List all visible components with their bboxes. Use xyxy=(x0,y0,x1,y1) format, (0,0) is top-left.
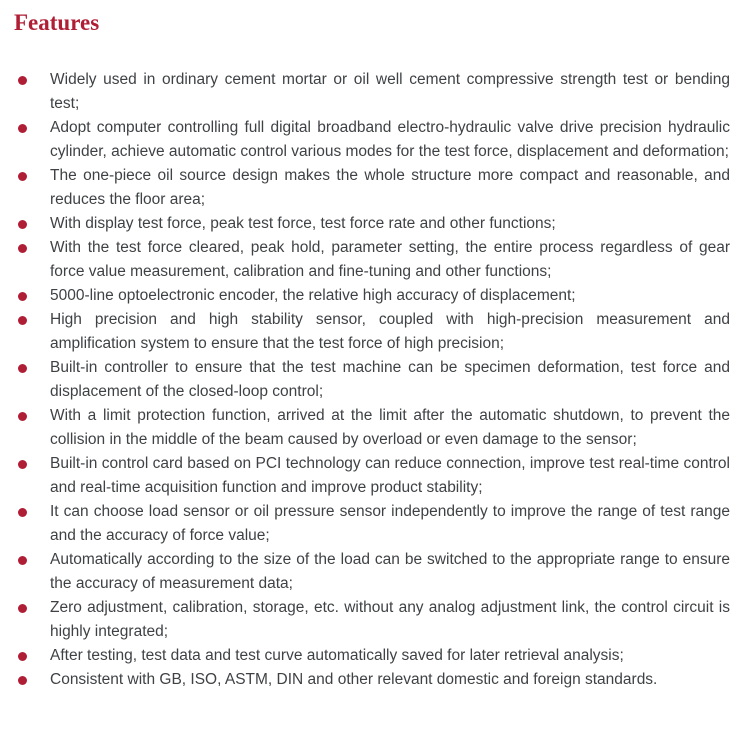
bullet-icon xyxy=(18,76,27,85)
feature-text: With display test force, peak test force, test force rate and other functions; xyxy=(50,215,556,233)
feature-text: With the test force cleared, peak hold, parameter setting, the entire process regardless of gear force value measurement, calibration and fine-tuning and other functions; xyxy=(50,239,730,281)
list-item xyxy=(18,452,730,500)
feature-text: 5000-line optoelectronic encoder, the relative high accuracy of displacement; xyxy=(50,287,576,305)
feature-text: Widely used in ordinary cement mortar or oil well cement compressive strength test or bending test; xyxy=(50,71,730,113)
feature-text: Adopt computer controlling full digital broadband electro-hydraulic valve drive precision hydraulic cylinder, achieve automatic control various modes for the test force, displacement and deformation; xyxy=(50,119,730,161)
bullet-icon xyxy=(18,556,27,565)
bullet-icon xyxy=(18,244,27,253)
bullet-icon xyxy=(18,124,27,133)
bullet-icon xyxy=(18,316,27,325)
features-list xyxy=(0,68,750,692)
list-item xyxy=(18,668,730,692)
list-item xyxy=(18,404,730,452)
list-item xyxy=(18,164,730,212)
bullet-icon xyxy=(18,220,27,229)
feature-text: The one-piece oil source design makes the whole structure more compact and reasonable, and reduces the floor area; xyxy=(50,167,730,209)
list-item xyxy=(18,68,730,116)
bullet-icon xyxy=(18,676,27,685)
list-item xyxy=(18,308,730,356)
feature-text: Built-in controller to ensure that the test machine can be specimen deformation, test force and displacement of the closed-loop control; xyxy=(50,359,730,401)
bullet-icon xyxy=(18,508,27,517)
feature-text: It can choose load sensor or oil pressure sensor independently to improve the range of test range and the accuracy of force value; xyxy=(50,503,730,545)
list-item xyxy=(18,500,730,548)
feature-text: Built-in control card based on PCI technology can reduce connection, improve test real-time control and real-time acquisition function and improve product stability; xyxy=(50,455,730,497)
feature-text: Zero adjustment, calibration, storage, etc. without any analog adjustment link, the control circuit is highly integrated; xyxy=(50,599,730,641)
feature-text: High precision and high stability sensor, coupled with high-precision measurement and amplification system to ensure that the test force of high precision; xyxy=(50,311,730,353)
list-item xyxy=(18,284,730,308)
list-item xyxy=(18,644,730,668)
feature-text: After testing, test data and test curve automatically saved for later retrieval analysis; xyxy=(50,647,624,665)
list-item xyxy=(18,548,730,596)
bullet-icon xyxy=(18,292,27,301)
bullet-icon xyxy=(18,412,27,421)
bullet-icon xyxy=(18,604,27,613)
list-item xyxy=(18,356,730,404)
bullet-icon xyxy=(18,460,27,469)
bullet-icon xyxy=(18,172,27,181)
bullet-icon xyxy=(18,652,27,661)
feature-text: Automatically according to the size of the load can be switched to the appropriate range to ensure the accuracy of measurement data; xyxy=(50,551,730,593)
feature-text: With a limit protection function, arrived at the limit after the automatic shutdown, to prevent the collision in the middle of the beam caused by overload or even damage to the sensor; xyxy=(50,407,730,449)
page-title: Features xyxy=(14,10,100,35)
list-item xyxy=(18,596,730,644)
feature-text: Consistent with GB, ISO, ASTM, DIN and other relevant domestic and foreign standards. xyxy=(50,671,658,689)
list-item xyxy=(18,212,730,236)
list-item xyxy=(18,236,730,284)
list-item xyxy=(18,116,730,164)
bullet-icon xyxy=(18,364,27,373)
